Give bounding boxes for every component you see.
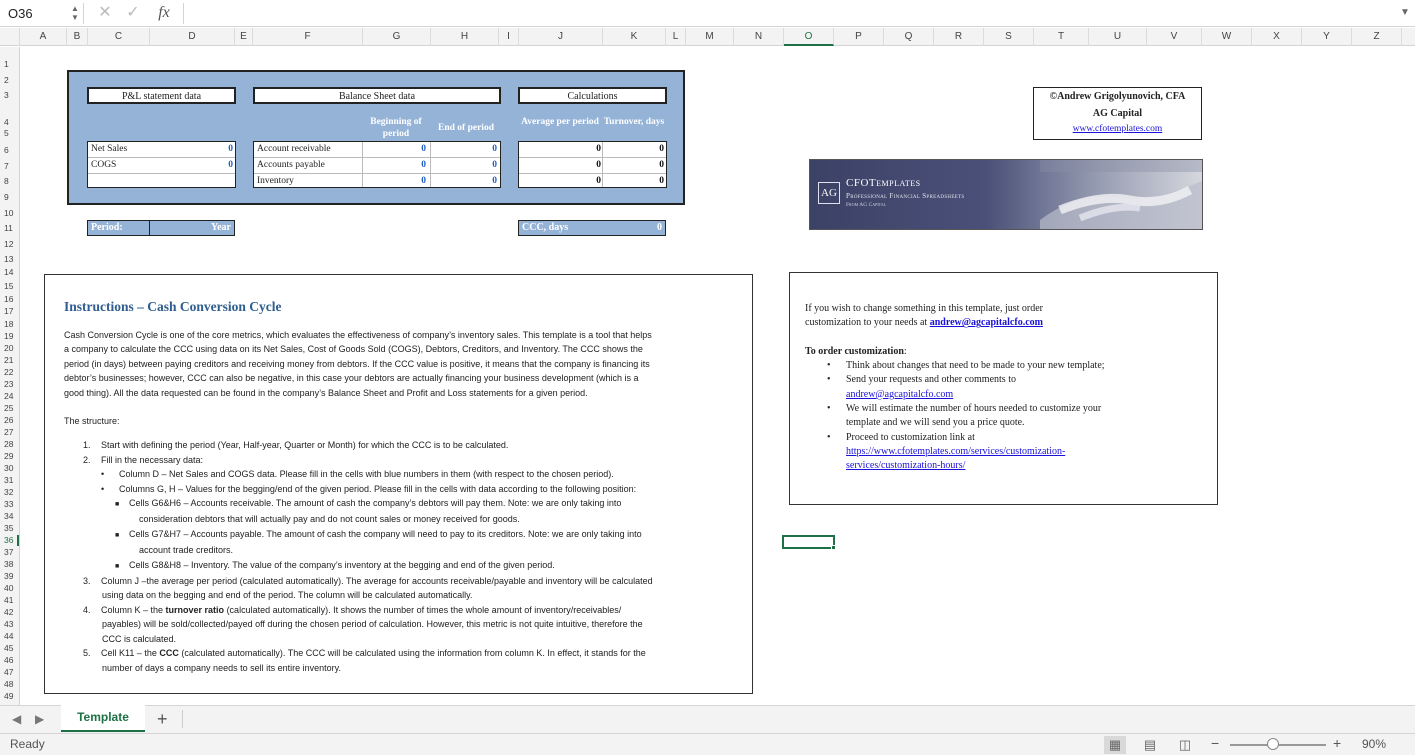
formula-input[interactable]	[192, 3, 1382, 24]
customization-bullet-4: • Proceed to customization link at	[805, 431, 1205, 445]
instructions-box	[44, 274, 753, 694]
row-header-46[interactable]: 46	[4, 655, 14, 665]
instructions-item-3: 3. Column J –the average per period (calculated automatically). The average for accounts receivable/payable and inventory will be calculated	[83, 576, 653, 587]
column-header-r[interactable]: R	[934, 28, 984, 46]
banner-title: CFOTemplates	[846, 177, 921, 189]
row-header-43[interactable]: 43	[4, 619, 14, 629]
customization-bullet-2: • Send your requests and other comments to	[805, 373, 1205, 387]
customization-bullet-1: • Think about changes that need to be made to your new template;	[805, 359, 1205, 373]
inventory-label: Inventory	[257, 176, 294, 186]
copyright-company: AG Capital	[1092, 108, 1143, 119]
row-header-19[interactable]: 19	[4, 331, 14, 341]
column-header-v[interactable]: V	[1147, 28, 1202, 46]
row-header-40[interactable]: 40	[4, 583, 14, 593]
customization-line: If you wish to change something in this template, just order	[805, 303, 1044, 314]
pl-header: P&L statement data	[87, 87, 236, 104]
row-header-38[interactable]: 38	[4, 559, 14, 569]
ccc-value: 0	[657, 222, 662, 233]
inv-avg-value: 0	[596, 176, 601, 186]
zoom-slider-thumb[interactable]	[1267, 738, 1279, 750]
turnover-header: Turnover, days	[603, 117, 665, 127]
begin-period-header: Beginning of period	[370, 117, 422, 139]
instructions-intro-line: good thing). All the data requested can be found in the company’s Balance Sheet and Profit and Loss statements for a given period.	[64, 387, 588, 398]
row-header-39[interactable]: 39	[4, 571, 14, 581]
row-header-36[interactable]: 36	[0, 535, 19, 546]
cogs-label: COGS	[91, 160, 117, 170]
column-header-q[interactable]: Q	[884, 28, 934, 46]
row-header-7[interactable]: 7	[4, 161, 9, 171]
row-header-11[interactable]: 11	[4, 223, 13, 233]
row-header-21[interactable]: 21	[4, 355, 14, 365]
calc-header: Calculations	[518, 87, 667, 104]
row-header-2[interactable]: 2	[4, 75, 9, 85]
structure-label: The structure:	[64, 416, 120, 427]
bullet-icon: •	[827, 403, 831, 415]
column-header-y[interactable]: Y	[1302, 28, 1352, 46]
normal-view-icon[interactable]: ▦	[1104, 736, 1126, 754]
row-header-24[interactable]: 24	[4, 391, 14, 401]
ar-turnover-value: 0	[659, 144, 664, 154]
inv-end-value[interactable]: 0	[492, 176, 497, 186]
zoom-out-button[interactable]: −	[1211, 735, 1220, 751]
cfotemplates-link[interactable]: www.cfotemplates.com	[1072, 124, 1163, 134]
cogs-value[interactable]: 0	[228, 160, 233, 170]
period-label: Period:	[91, 222, 123, 233]
row-header-15[interactable]: 15	[4, 281, 14, 291]
status-text: Ready	[10, 737, 45, 751]
column-header-b[interactable]: B	[67, 28, 88, 46]
column-header-k[interactable]: K	[603, 28, 666, 46]
page-layout-view-icon[interactable]: ▤	[1143, 737, 1157, 752]
ccc-box	[518, 220, 666, 236]
instructions-sub-1: ■ Cells G6&H6 – Accounts receivable. The amount of cash the company’s debtors will pay them. Note: we are only taking into	[64, 496, 744, 512]
instructions-intro-line: period (in days) between paying creditors and receiving money from debtors. If the CCC value is positive, it means that the company is financing its	[64, 358, 650, 369]
square-bullet-icon: ■	[115, 562, 120, 570]
period-value[interactable]: Year	[211, 222, 231, 233]
row-header-3[interactable]: 3	[4, 90, 9, 100]
column-header-n[interactable]: N	[734, 28, 784, 46]
instructions-item-5: 5. Cell K11 – the CCC (calculated automatically). The CCC will be calculated using the information from column K. In effect, it stands for the	[83, 648, 646, 659]
row-header-32[interactable]: 32	[4, 487, 14, 497]
instructions-title: Instructions – Cash Conversion Cycle	[64, 299, 282, 314]
accounts-receivable-label: Account receivable	[257, 144, 331, 154]
instructions-intro-line: Cash Conversion Cycle is one of the core metrics, which evaluates the effectiveness of company’s inventory sales. This template is a tool that helps	[64, 330, 652, 340]
customization-line: customization to your needs at andrew@agcapitalcfo.com	[805, 317, 1043, 329]
zoom-level[interactable]: 90%	[1362, 737, 1387, 751]
inv-turnover-value: 0	[659, 176, 664, 186]
column-header-d[interactable]: D	[150, 28, 235, 46]
bullet-icon: •	[827, 360, 831, 372]
customization-bullet-3-cont: template and we will send you a price quote.	[846, 417, 1025, 429]
row-header-44[interactable]: 44	[4, 631, 14, 641]
bullet-icon: •	[827, 431, 831, 443]
banner-from: From AG Capital	[846, 202, 887, 208]
sheet-tab-template[interactable]: Template	[61, 705, 145, 732]
name-box-stepper-icon[interactable]: ▲ ▼	[71, 4, 79, 22]
avg-period-header: Average per period	[521, 117, 599, 127]
row-header-6[interactable]: 6	[4, 145, 9, 155]
bullet-icon: •	[101, 469, 105, 480]
row-header-34[interactable]: 34	[4, 511, 14, 521]
row-header-35[interactable]: 35	[4, 523, 14, 533]
instructions-sub-2-cont: account trade creditors.	[139, 545, 234, 556]
instructions-item-5-cont: number of days a company needs to sell its entire inventory.	[102, 662, 341, 673]
copyright-box	[1033, 87, 1202, 140]
copyright-author: ©Andrew Grigolyunovich, CFA	[1049, 91, 1186, 102]
ap-turnover-value: 0	[659, 160, 664, 170]
row-header-5[interactable]: 5	[4, 128, 9, 138]
customization-hours-link[interactable]: https://www.cfotemplates.com/services/customization-	[846, 445, 1066, 457]
net-sales-label: Net Sales	[91, 144, 128, 154]
instructions-intro-line: debtor’s businesses; however, CCC can also be negative, in this case your debtors are actually financing your business development (which is a	[64, 373, 639, 384]
handshake-image	[1040, 160, 1203, 230]
row-header-42[interactable]: 42	[4, 607, 14, 617]
row-header-33[interactable]: 33	[4, 499, 14, 509]
name-box[interactable]: O36	[2, 3, 84, 24]
bullet-icon: •	[101, 483, 105, 494]
ccc-label: CCC, days	[522, 222, 569, 233]
square-bullet-icon: ■	[115, 501, 120, 509]
row-header-41[interactable]: 41	[4, 595, 14, 605]
prev-sheet-icon[interactable]: ◀	[12, 712, 22, 726]
row-header-8[interactable]: 8	[4, 176, 9, 186]
banner-subtitle: Professional Financial Spreadsheets	[846, 192, 965, 200]
column-header-x[interactable]: X	[1252, 28, 1302, 46]
cancel-icon[interactable]: ✕	[98, 4, 112, 21]
row-header-22[interactable]: 22	[4, 367, 14, 377]
row-header-23[interactable]: 23	[4, 379, 14, 389]
instructions-item-4-cont: payables) will be sold/collected/payed off during the chosen period of calculation. However, this metric is not quite intuitive, therefore the	[102, 619, 643, 630]
instructions-sub-1-cont: consideration debtors that will actually pay and do not count sales or money received for goods.	[139, 514, 520, 525]
instructions-body	[64, 328, 744, 675]
bs-header: Balance Sheet data	[253, 87, 501, 104]
column-header-t[interactable]: T	[1034, 28, 1089, 46]
fill-handle[interactable]	[831, 545, 836, 550]
square-bullet-icon: ■	[115, 531, 120, 539]
column-header-h[interactable]: H	[431, 28, 499, 46]
row-header-47[interactable]: 47	[4, 667, 14, 677]
row-header-31[interactable]: 31	[4, 475, 14, 485]
select-all-corner[interactable]	[0, 28, 20, 46]
column-header-z[interactable]: Z	[1352, 28, 1402, 46]
ar-end-value[interactable]: 0	[492, 144, 497, 154]
customization-email-link-2[interactable]: andrew@agcapitalcfo.com	[846, 388, 954, 400]
instructions-item-4-cont: CCC is calculated.	[102, 633, 177, 644]
row-header-25[interactable]: 25	[4, 403, 14, 413]
bs-data-box	[253, 141, 501, 188]
column-header-p[interactable]: P	[834, 28, 884, 46]
row-header-30[interactable]: 30	[4, 463, 14, 473]
row-header-28[interactable]: 28	[4, 439, 14, 449]
pl-data-box	[87, 141, 236, 188]
ap-avg-value: 0	[596, 160, 601, 170]
zoom-in-button[interactable]: +	[1333, 735, 1342, 751]
instructions-item-1: 1. Start with defining the period (Year, Half-year, Quarter or Month) for which the CCC is to be calculated.	[83, 440, 509, 451]
column-header-j[interactable]: J	[519, 28, 603, 46]
formula-bar	[0, 0, 1415, 27]
row-header-37[interactable]: 37	[4, 547, 14, 557]
row-header-18[interactable]: 18	[4, 319, 14, 329]
add-sheet-button[interactable]: +	[157, 709, 168, 729]
column-header-m[interactable]: M	[686, 28, 734, 46]
status-bar	[0, 733, 1415, 755]
column-header-c[interactable]: C	[88, 28, 150, 46]
fx-icon[interactable]: fx	[158, 4, 170, 21]
net-sales-value[interactable]: 0	[228, 144, 233, 154]
instructions-sub-3: ■ Cells G8&H8 – Inventory. The value of the company’s inventory at the begging and end of the given period.	[64, 558, 744, 574]
bullet-icon: •	[827, 374, 831, 386]
ar-begin-value[interactable]: 0	[421, 144, 426, 154]
ap-end-value[interactable]: 0	[492, 160, 497, 170]
ar-avg-value: 0	[596, 144, 601, 154]
instructions-item-3-cont: using data on the begging and end of the period. The column will be calculated automatically.	[102, 590, 473, 601]
customization-bullet-3: • We will estimate the number of hours needed to customize your	[805, 402, 1205, 416]
instructions-item-4: 4. Column K – the turnover ratio (calculated automatically). It shows the number of times the whole amount of inventory/receivables/	[83, 604, 622, 615]
selected-cell-o36[interactable]	[782, 535, 835, 549]
column-header-u[interactable]: U	[1089, 28, 1147, 46]
row-header-29[interactable]: 29	[4, 451, 14, 461]
period-box	[87, 220, 235, 236]
row-header-1[interactable]: 1	[4, 59, 9, 69]
column-header-e[interactable]: E	[235, 28, 253, 46]
page-break-view-icon[interactable]: ◫	[1178, 737, 1192, 752]
row-header-12[interactable]: 12	[4, 239, 14, 249]
column-header-a[interactable]: A	[20, 28, 67, 46]
row-header-4[interactable]: 4	[4, 117, 9, 127]
row-header-14[interactable]: 14	[4, 267, 14, 277]
sheet-tab-bar	[0, 705, 1415, 733]
row-header-45[interactable]: 45	[4, 643, 14, 653]
row-header-26[interactable]: 26	[4, 415, 14, 425]
customization-hours-link-cont[interactable]: services/customization-hours/	[846, 460, 966, 472]
customization-box	[789, 272, 1218, 505]
inv-begin-value[interactable]: 0	[421, 176, 426, 186]
column-header-l[interactable]: L	[666, 28, 686, 46]
instructions-sub-2: ■ Cells G7&H7 – Accounts payable. The amount of cash the company will need to pay to its creditors. Note: we are only taking into	[64, 527, 744, 543]
instructions-item-2: 2. Fill in the necessary data:	[83, 454, 204, 465]
row-header-17[interactable]: 17	[4, 306, 14, 316]
row-header-13[interactable]: 13	[4, 254, 14, 264]
customization-email-link[interactable]: andrew@agcapitalcfo.com	[929, 317, 1043, 329]
formula-divider	[183, 3, 184, 24]
instructions-bullet-2: • Columns G, H – Values for the begging/end of the given period. Please fill in the cells with data according to the following position:	[64, 482, 744, 496]
row-header-10[interactable]: 10	[4, 208, 14, 218]
column-header-s[interactable]: S	[984, 28, 1034, 46]
instructions-bullet-1: • Column D – Net Sales and COGS data. Please fill in the cells with blue numbers in them (with respect to the chosen period).	[64, 467, 744, 481]
row-header-27[interactable]: 27	[4, 427, 14, 437]
column-header	[0, 28, 1415, 46]
row-header-20[interactable]: 20	[4, 343, 14, 353]
ag-logo: AG	[818, 182, 840, 204]
cfotemplates-banner[interactable]	[809, 159, 1203, 230]
row-header-49[interactable]: 49	[4, 691, 14, 701]
next-sheet-icon[interactable]: ▶	[35, 712, 45, 726]
accounts-payable-label: Accounts payable	[257, 160, 325, 170]
calc-data-box	[518, 141, 667, 188]
order-customization-label: To order customization:	[805, 345, 907, 357]
row-header	[0, 47, 20, 705]
column-header-f[interactable]: F	[253, 28, 363, 46]
column-header-w[interactable]: W	[1202, 28, 1252, 46]
confirm-icon[interactable]: ✓	[126, 4, 140, 21]
ap-begin-value[interactable]: 0	[421, 160, 426, 170]
column-header-o[interactable]: O	[784, 28, 834, 46]
row-header-48[interactable]: 48	[4, 679, 14, 689]
expand-formula-icon[interactable]: ▼	[1400, 7, 1410, 18]
column-header-i[interactable]: I	[499, 28, 519, 46]
column-header-g[interactable]: G	[363, 28, 431, 46]
row-header-16[interactable]: 16	[4, 294, 14, 304]
calculation-panel	[67, 70, 685, 205]
end-period-header: End of period	[438, 123, 494, 133]
row-header-9[interactable]: 9	[4, 192, 9, 202]
instructions-intro-line: a company to calculate the CCC using data on its Net Sales, Cost of Goods Sold (COGS), Debtors, Creditors, and Inventory. The CCC shows the	[64, 344, 643, 355]
